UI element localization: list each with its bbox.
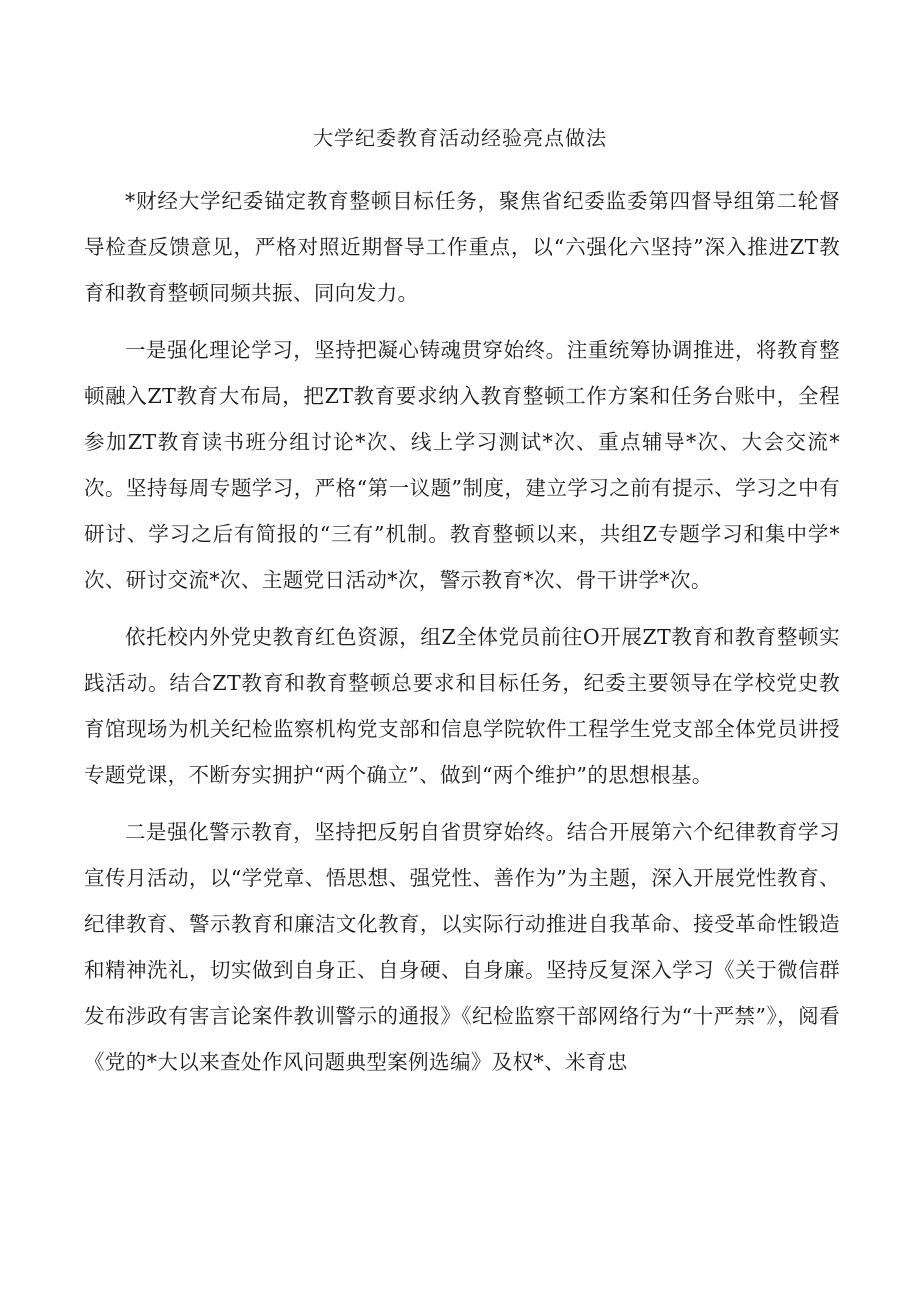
paragraph-red-resources: 依托校内外党史教育红色资源，组Z全体党员前往O开展ZT教育和教育整顿实践活动。结合ZT教育和教育整顿总要求和目标任务，纪委主要领导在学校党史教育馆现场为机关纪检监察机构党支部和信息学院软件工程学生党支部全体党员讲授专题党课，不断夯实拥护“两个确立”、做到“两个维护”的思想根基。 bbox=[84, 625, 840, 787]
paragraph-warning-education: 二是强化警示教育，坚持把反躬自省贯穿始终。结合开展第六个纪律教育学习宣传月活动，以“学党章、悟思想、强党性、善作为”为主题，深入开展党性教育、纪律教育、警示教育和廉洁文化教育，以实际行动推进自我革命、接受革命性锻造和精神洗礼，切实做到自身正、自身硬、自身廉。坚持反复深入学习《关于微信群发布涉政有害言论案件教训警示的通报》《纪检监察干部网络行为“十严禁”》，阅看《党的*大以来查处作风问题典型案例选编》及权*、米育忠 bbox=[84, 820, 840, 1074]
document-body bbox=[84, 178, 840, 1096]
document-title: 大学纪委教育活动经验亮点做法 bbox=[313, 126, 607, 150]
paragraph-theory-study: 一是强化理论学习，坚持把凝心铸魂贯穿始终。注重统筹协调推进，将教育整顿融入ZT教育大布局，把ZT教育要求纳入教育整顿工作方案和任务台账中，全程参加ZT教育读书班分组讨论*次、线上学习测试*次、重点辅导*次、大会交流*次。坚持每周专题学习，严格“第一议题”制度，建立学习之前有提示、学习之中有研讨、学习之后有简报的“三有”机制。教育整顿以来，共组Z专题学习和集中学*次、研讨交流*次、主题党日活动*次，警示教育*次、骨干讲学*次。 bbox=[84, 338, 840, 592]
paragraph-intro: *财经大学纪委锚定教育整顿目标任务，聚焦省纪委监委第四督导组第二轮督导检查反馈意见，严格对照近期督导工作重点，以“六强化六坚持”深入推进ZT教育和教育整顿同频共振、同向发力。 bbox=[84, 189, 840, 305]
